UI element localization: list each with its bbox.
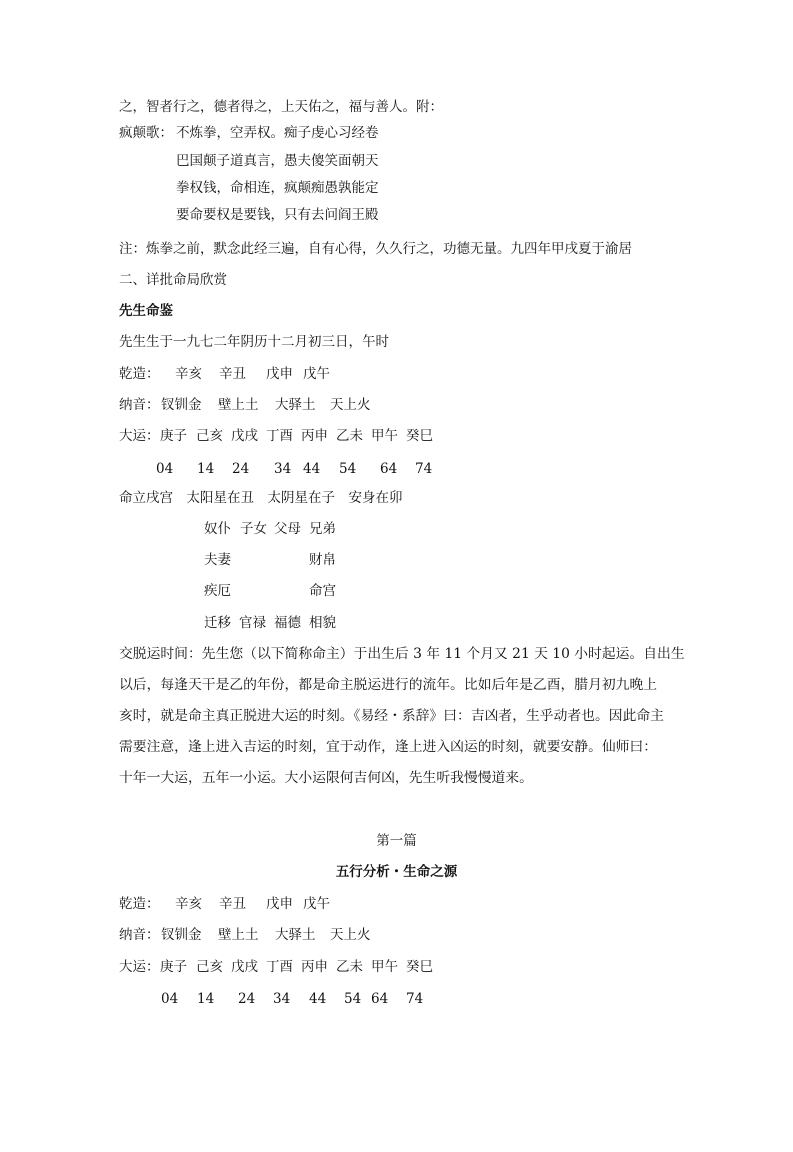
dayun-label: 大运： bbox=[119, 959, 160, 975]
dayun-item: 甲午 bbox=[371, 959, 398, 975]
pillar: 辛亥 bbox=[175, 896, 202, 912]
dayun-item: 戊戌 bbox=[231, 959, 258, 975]
palace: 官禄 bbox=[239, 615, 266, 631]
palace: 疾厄 bbox=[204, 583, 231, 599]
poem-title: 疯颠歌： bbox=[119, 125, 173, 141]
age: 44 bbox=[309, 991, 327, 1007]
age: 04 bbox=[156, 461, 174, 477]
age: 64 bbox=[371, 991, 389, 1007]
nayin-label: 纳音： bbox=[119, 397, 160, 413]
palace: 子女 bbox=[240, 521, 267, 537]
poem-line: 不炼拳，空弄权。痴子虔心习经卷 bbox=[176, 125, 379, 141]
dayun-item: 己亥 bbox=[196, 428, 223, 444]
palace: 迁移 bbox=[204, 615, 231, 631]
palace: 父母 bbox=[274, 521, 301, 537]
pillar: 戊午 bbox=[303, 366, 330, 382]
nayin-label: 纳音： bbox=[119, 927, 160, 943]
poem-line: 拳权钱，命相连，疯颠痴愚孰能定 bbox=[176, 180, 379, 196]
nayin-item: 大驿土 bbox=[275, 397, 316, 413]
age: 14 bbox=[197, 461, 215, 477]
dayun-item: 乙未 bbox=[336, 959, 363, 975]
pillar: 辛丑 bbox=[219, 366, 246, 382]
paragraph-line: 以后，每逢天干是乙的年份，都是命主脱运进行的流年。比如后年是乙酉，腊月初九晚上 bbox=[119, 677, 658, 693]
dayun-item: 甲午 bbox=[371, 428, 398, 444]
dayun-item: 庚子 bbox=[160, 959, 187, 975]
nayin-item: 天上火 bbox=[330, 927, 371, 943]
chapter-title: 五行分析・生命之源 bbox=[335, 864, 458, 880]
dayun-item: 戊戌 bbox=[231, 428, 258, 444]
palace: 福德 bbox=[274, 615, 301, 631]
note: 注：炼拳之前，默念此经三遍，自有心得，久久行之，功德无量。九四年甲戌夏于渝居 bbox=[119, 241, 632, 257]
palace-line: 命立戌宫 太阳星在丑 太阴星在子 安身在卯 bbox=[119, 490, 403, 506]
dayun-label: 大运： bbox=[119, 428, 160, 444]
pillar: 戊申 bbox=[266, 366, 293, 382]
age: 04 bbox=[161, 991, 179, 1007]
age: 34 bbox=[274, 461, 292, 477]
paragraph-line: 交脱运时间：先生您（以下简称命主）于出生后 3 年 11 个月又 21 天 10 小时起运。自出生 bbox=[119, 646, 685, 662]
dayun-item: 丙申 bbox=[301, 428, 328, 444]
qianzao-label: 乾造： bbox=[119, 896, 160, 912]
palace: 相貌 bbox=[309, 615, 336, 631]
nayin-item: 钗钏金 bbox=[161, 397, 202, 413]
palace: 兄弟 bbox=[309, 521, 336, 537]
pillar: 戊午 bbox=[303, 896, 330, 912]
paragraph-line: 亥时，就是命主真正脱进大运的时刻。《易经・系辞》曰：吉凶者，生乎动者也。因此命主 bbox=[119, 708, 664, 724]
ages-row bbox=[0, 990, 793, 1152]
birth-line: 先生生于一九七二年阴历十二月初三日，午时 bbox=[119, 334, 389, 350]
dayun-item: 丙申 bbox=[301, 959, 328, 975]
nayin-item: 大驿土 bbox=[275, 927, 316, 943]
pillar: 辛丑 bbox=[219, 896, 246, 912]
age: 24 bbox=[238, 991, 256, 1007]
dayun-item: 丁酉 bbox=[266, 959, 293, 975]
age: 24 bbox=[232, 461, 250, 477]
dayun-item: 癸巳 bbox=[406, 428, 433, 444]
age: 44 bbox=[303, 461, 321, 477]
nayin-item: 壁上土 bbox=[218, 397, 259, 413]
case-title: 先生命鉴 bbox=[119, 303, 173, 319]
pillar: 戊申 bbox=[266, 896, 293, 912]
nayin-item: 钗钏金 bbox=[161, 927, 202, 943]
palace: 财帛 bbox=[309, 552, 336, 568]
age: 64 bbox=[380, 461, 398, 477]
age: 34 bbox=[273, 991, 291, 1007]
chapter-label: 第一篇 bbox=[376, 833, 417, 849]
age: 54 bbox=[344, 991, 362, 1007]
section-heading: 二、详批命局欣赏 bbox=[119, 272, 227, 288]
intro-line: 之，智者行之，德者得之，上天佑之，福与善人。附： bbox=[119, 99, 443, 115]
qianzao-label: 乾造： bbox=[119, 366, 160, 382]
dayun-item: 癸巳 bbox=[406, 959, 433, 975]
paragraph-line: 需要注意，逢上进入吉运的时刻，宜于动作，逢上进入凶运的时刻，就要安静。仙师曰： bbox=[119, 739, 658, 755]
age: 14 bbox=[197, 991, 215, 1007]
dayun-item: 乙未 bbox=[336, 428, 363, 444]
age: 74 bbox=[415, 461, 433, 477]
age: 54 bbox=[339, 461, 357, 477]
poem-line: 要命要权是要钱，只有去问阎王殿 bbox=[176, 207, 379, 223]
poem-line: 巴国颠子道真言，愚夫傻笑面朝天 bbox=[176, 153, 379, 169]
paragraph-line: 十年一大运，五年一小运。大小运限何吉何凶，先生听我慢慢道来。 bbox=[119, 770, 533, 786]
palace: 命宫 bbox=[309, 583, 336, 599]
dayun-item: 丁酉 bbox=[266, 428, 293, 444]
age: 74 bbox=[406, 991, 424, 1007]
palace: 夫妻 bbox=[204, 552, 231, 568]
palace: 奴仆 bbox=[204, 521, 231, 537]
pillar: 辛亥 bbox=[175, 366, 202, 382]
dayun-item: 己亥 bbox=[196, 959, 223, 975]
nayin-item: 天上火 bbox=[330, 397, 371, 413]
dayun-item: 庚子 bbox=[160, 428, 187, 444]
nayin-item: 壁上土 bbox=[218, 927, 259, 943]
